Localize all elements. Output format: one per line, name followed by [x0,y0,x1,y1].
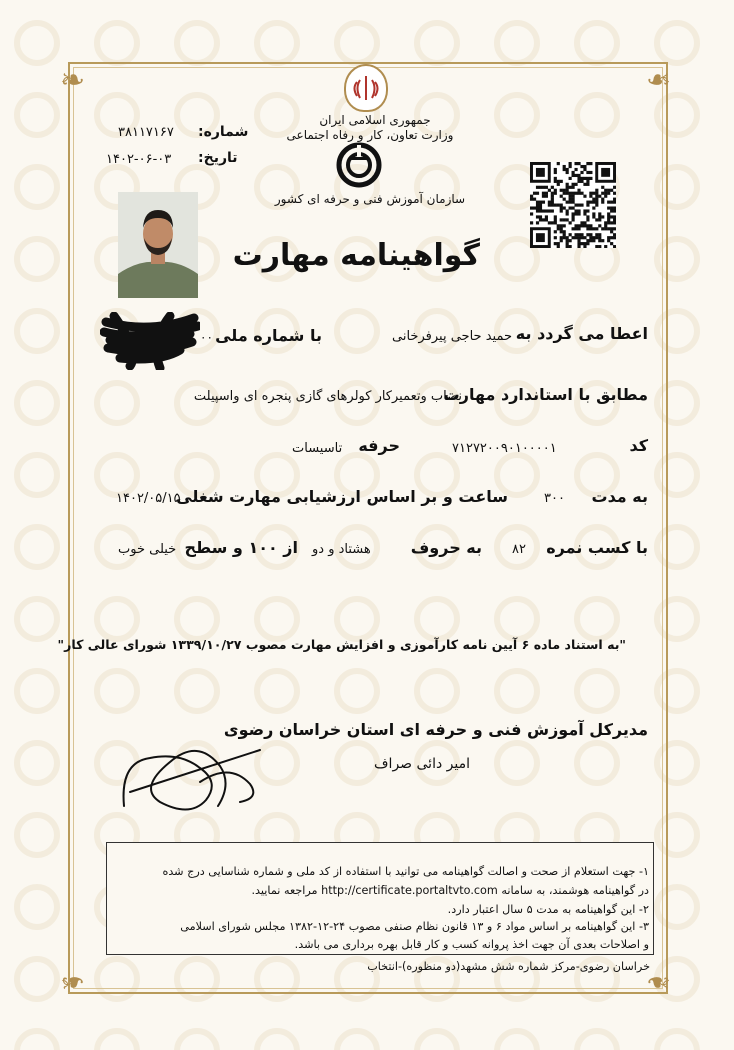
decree-text: "به استناد ماده ۶ آیین نامه کارآموزی و افزایش مهارت مصوب ۱۳۳۹/۱۰/۲۷ شورای عالی کار" [57,637,626,652]
trade-value: تاسیسات [292,441,343,456]
date-value: ۱۴۰۲-۰۶-۰۳ [106,152,172,167]
trade-label: حرفه [358,436,400,455]
signer-name: امیر دائی صراف [374,756,470,772]
granted-label: اعطا می گردد به [515,324,648,343]
duration-label: به مدت [591,487,648,506]
scale-label: از ۱۰۰ و سطح [184,538,298,557]
certificate-title: گواهینامه مهارت [232,238,480,273]
corner-ornament-top-right: ❧ [646,63,672,98]
score-value: ۸۲ [512,542,526,557]
corner-ornament-bottom-left: ❧ [60,964,86,999]
level-value: خیلی خوب [118,542,177,557]
letters-value: هشتاد و دو [312,542,371,557]
redaction-scribble [100,312,200,374]
holder-photo [118,192,198,298]
signer-title: مدیرکل آموزش فنی و حرفه ای استان خراسان رضوی [223,720,648,739]
note-line-4: ۳- این گواهینامه بر اساس مواد ۶ و ۱۳ قانون نظام صنفی مصوب ۲۴-۱۲-۱۳۸۲ مجلس شورای اسلامی [180,920,649,933]
qr-code [530,162,616,248]
footer-text: خراسان رضوی-مرکز شماره شش مشهد(دو منظوره)-انتخاب [367,960,650,973]
score-label: با کسب نمره [546,538,648,557]
notes-box [106,842,654,955]
header-organization: سازمان آموزش فنی و حرفه ای کشور [274,192,466,206]
duration-suffix: ساعت و بر اساس ارزشیابی مهارت شغلی [176,487,508,506]
signature-drawing [110,722,270,826]
header-republic: جمهوری اسلامی ایران [319,113,431,127]
evaluation-date: ۱۴۰۲/۰۵/۱۵ [116,491,181,506]
note-line-5: و اصلاحات بعدی آن جهت اخذ پروانه کسب و کار قابل بهره برداری می باشد. [294,938,649,951]
header-ministry: وزارت تعاون، کار و رفاه اجتماعی [286,128,454,142]
code-value: ۷۱۲۷۲۰۰۹۰۱۰۰۰۰۱ [452,441,557,456]
note-line-1: ۱- جهت استعلام از صحت و اصالت گواهینامه می توانید با استفاده از کد ملی و شماره شناسایی درج شده [162,865,649,878]
standard-value: نصاب وتعمیرکار کولرهای گازی پنجره ای واسپیلت [193,389,462,404]
national-id-value: ۰۰ [200,330,213,344]
national-id-label: با شماره ملی [215,326,322,345]
date-label: تاریخ: [198,150,238,166]
tvto-logo-icon [336,142,382,188]
note-line-3: ۲- این گواهینامه به مدت ۵ سال اعتبار دارد. [447,903,649,916]
standard-label: مطابق با استاندارد مهارت [443,385,648,404]
note-line-2: در گواهینامه هوشمند، به سامانه http://certificate.portaltvto.com مراجعه نمایید. [251,884,649,897]
code-label: کد [629,436,648,455]
duration-value: ۳۰۰ [544,491,565,506]
iran-emblem-icon [344,64,388,112]
corner-ornament-top-left: ❧ [60,63,86,98]
number-label: شماره: [198,124,249,140]
corner-ornament-bottom-right: ❧ [646,964,672,999]
granted-value: حمید حاجی پیرفرخانی [392,329,512,344]
number-value: ۳۸۱۱۷۱۶۷ [118,125,174,140]
letters-label: به حروف [410,538,482,557]
